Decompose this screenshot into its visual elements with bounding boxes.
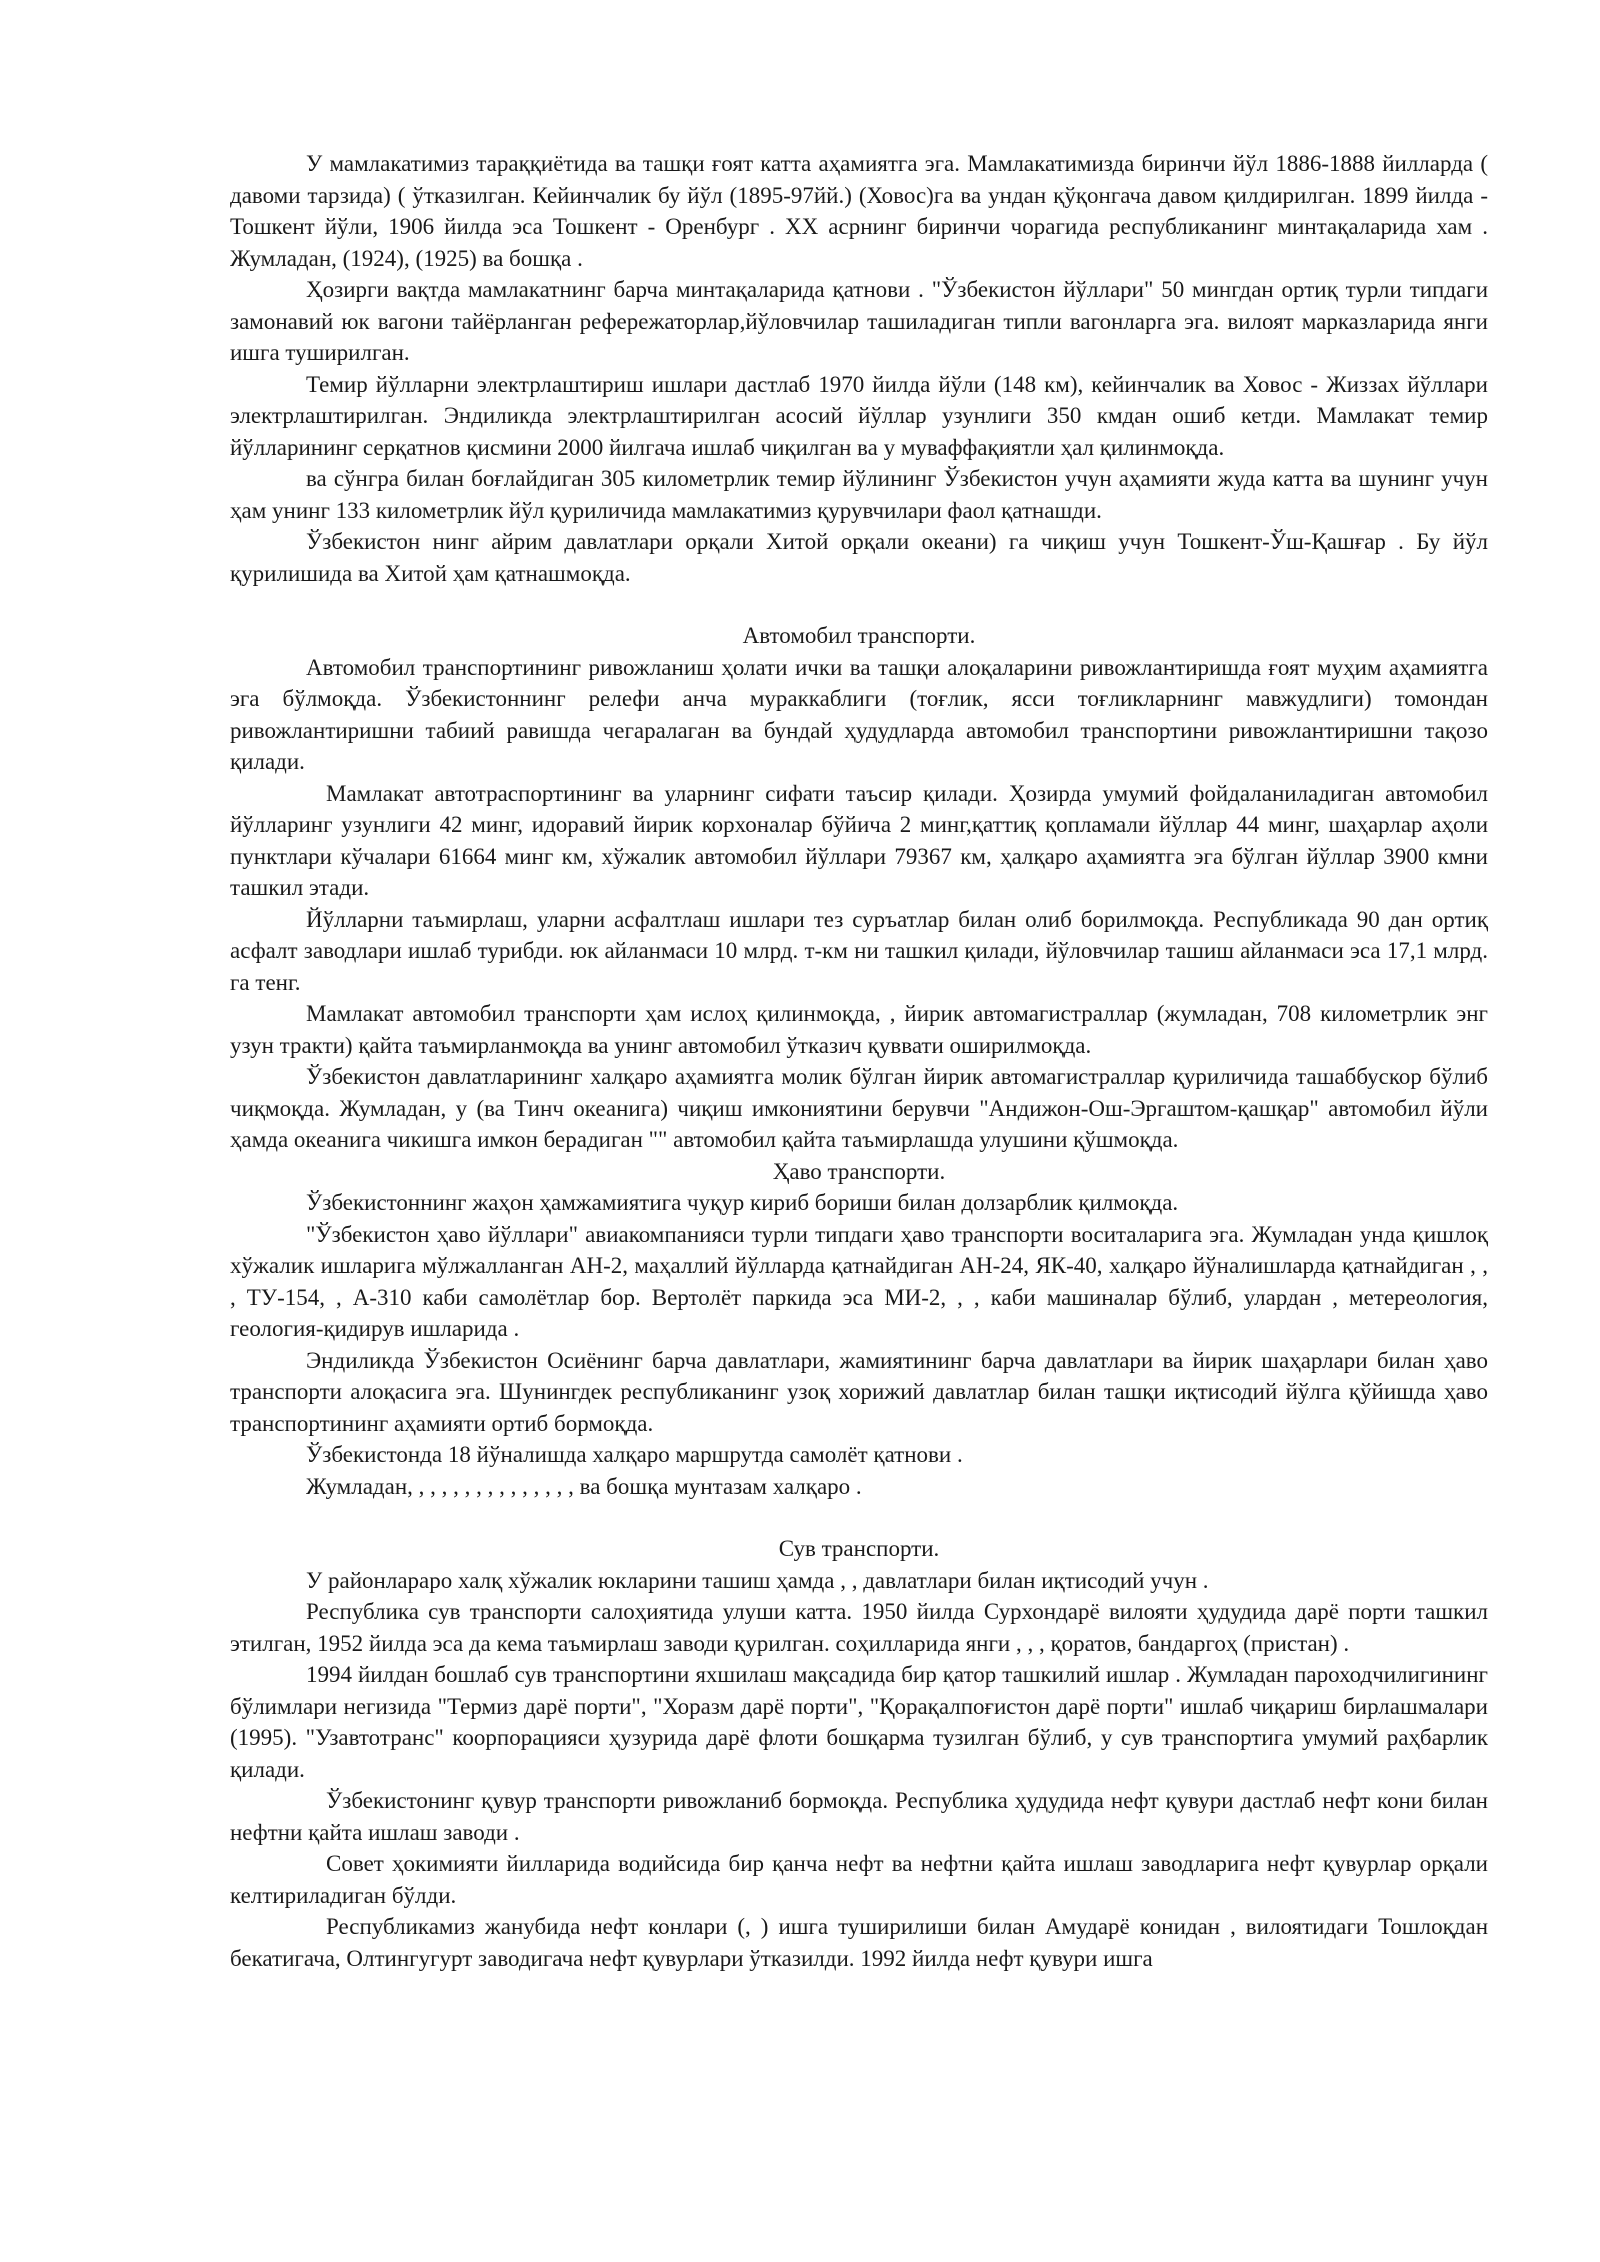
section-air <box>230 1156 1488 1503</box>
paragraph: Автомобил транспортининг ривожланиш ҳолати ички ва ташқи алоқаларини ривожлантиришда ғоят муҳим аҳамиятга эга бўлмоқда. Ўзбекистоннинг релефи анча мураккаблиги (тоғлик, ясси тоғликларнинг мавжудлиги) томондан ривожлантиришни табиий равишда чегаралаган ва бундай ҳудудларда автомобил транспортини ривожлантиришни тақозо қилади. <box>230 654 1488 774</box>
paragraph: У мамлакатимиз тараққиётида ва ташқи ғоят катта аҳамиятга эга. Мамлакатимизда биринчи йўл 1886-1888 йилларда ( давоми тарзида) ( ўтказилган. Кейинчалик бу йўл (1895-97йй.) (Ховос)га ва ундан қўқонгача давом қилдирилган. 1899 йилда - Тошкент йўли, 1906 йилда эса Тошкент - Оренбург . XX асрнинг биринчи чорагида республиканинг минтақаларида хам . Жумладан, (1924), (1925) ва бошқа . <box>230 151 1488 271</box>
paragraph: 1994 йилдан бошлаб сув транспортини яхшилаш мақсадида бир қатор ташкилий ишлар . Жумладан пароходчилигининг бўлимлари негизида "Термиз дарё порти", "Хоразм дарё порти", "Қорақалпоғистон дарё порти" ишлаб чиқариш бирлашмалари (1995). "Узавтотранс" коорпорацияси ҳузурида дарё флоти бошқарма тузилган бўлиб, у сув транспортига умумий раҳбарлик қилади. <box>230 1662 1488 1782</box>
paragraph: Йўлларни таъмирлаш, уларни асфалтлаш ишлари тез суръатлар билан олиб борилмоқда. Республикада 90 дан ортиқ асфалт заводлари ишлаб турибди. юк айланмаси 10 млрд. т-км ни ташкил қилади, йўловчилар ташиш айланмаси эса 17,1 млрд. га тенг. <box>230 906 1488 995</box>
paragraph: Мамлакат автомобил транспорти ҳам ислоҳ қилинмоқда, , йирик автомагистраллар (жумладан, 708 километрлик энг узун тракти) қайта таъмирланмоқда ва унинг автомобил ўтказич қуввати оширилмоқда. <box>230 1001 1488 1058</box>
paragraph: Ўзбекистонинг қувур транспорти ривожланиб бормоқда. Республика ҳудудида нефт қувури дастлаб нефт кони билан нефтни қайта ишлаш заводи . <box>230 1788 1488 1845</box>
section-water <box>230 1533 1488 1974</box>
section-rail <box>230 148 1488 589</box>
section-heading: Ҳаво транспорти. <box>772 1158 946 1184</box>
paragraph: Совет ҳокимияти йилларида водийсида бир қанча нефт ва нефтни қайта ишлаш заводларига нефт қувурлар орқали келтириладиган бўлди. <box>230 1851 1488 1908</box>
paragraph: Ҳозирги вақтда мамлакатнинг барча минтақаларида қатнови . "Ўзбекистон йўллари" 50 мингдан ортиқ турли типдаги замонавий юк вагони тайёрланган рефережаторлар,йўловчилар ташиладиган типли вагонларга эга. вилоят марказларида янги ишга туширилган. <box>230 277 1488 365</box>
paragraph: Ўзбекистоннинг жаҳон ҳамжамиятига чуқур кириб бориши билан долзарблик қилмоқда. <box>306 1190 1179 1215</box>
paragraph: Эндиликда Ўзбекистон Осиёнинг барча давлатлари, жамиятининг барча давлатлари ва йирик шаҳарлари билан ҳаво транспорти алоқасига эга. Шунингдек республиканинг узоқ хорижий давлатлар билан ташқи иқтисодий йўлга қўйишда ҳаво транспортининг аҳамияти ортиб бормоқда. <box>230 1347 1488 1436</box>
paragraph: Ўзбекистонда 18 йўналишда халқаро маршрутда самолёт қатнови . <box>306 1442 963 1467</box>
paragraph: У районлараро халқ хўжалик юкларини ташиш ҳамда , , давлатлари билан иқтисодий учун . <box>306 1567 1209 1593</box>
paragraph: Мамлакат автотраспортининг ва уларнинг сифати таъсир қилади. Ҳозирда умумий фойдаланиладиган автомобил йўлларинг узунлиги 42 минг, идоравий йирик корхоналар бўйича 2 минг,қаттиқ қопламали йўллар 44 минг, шаҳарлар аҳоли пунктлари кўчалари 61664 минг км, хўжалик автомобил йўллари 79367 км, ҳалқаро аҳамиятга эга бўлган йўллар 3900 кмни ташкил этади. <box>230 780 1488 900</box>
paragraph: Ўзбекистон нинг айрим давлатлари орқали Хитой орқали океани) га чиқиш учун Тошкент-Ўш-Қашғар . Бу йўл қурилишида ва Хитой ҳам қатнашмоқда. <box>230 529 1488 586</box>
document-page <box>230 148 1488 1974</box>
paragraph: Темир йўлларни электрлаштириш ишлари дастлаб 1970 йилда йўли (148 км), кейинчалик ва Ховос - Жиззах йўллари электрлаштирилган. Эндиликда электрлаштирилган асосий йўллар узунлиги 350 кмдан ошиб кетди. Мамлакат темир йўлларининг серқатнов қисмини 2000 йилгача ишлаб чиқилган ва у муваффақиятли ҳал қилинмоқда. <box>230 371 1488 460</box>
paragraph: Жумладан, , , , , , , , , , , , , , , ва бошқа мунтазам халқаро . <box>306 1473 862 1499</box>
paragraph: ва сўнгра билан боғлайдиган 305 километрлик темир йўлининг Ўзбекистон учун аҳамияти жуда катта ва шунинг учун ҳам унинг 133 километрлик йўл қуриличида мамлакатимиз қурувчилари фаол қатнашди. <box>230 466 1488 523</box>
paragraph: Республика сув транспорти салоҳиятида улуши катта. 1950 йилда Сурхондарё вилояти ҳудудида дарё порти ташкил этилган, 1952 йилда эса да кема таъмирлаш заводи қурилган. соҳилларида янги , , , қоратов, бандаргоҳ (пристан) . <box>230 1599 1488 1656</box>
section-auto <box>230 620 1488 1156</box>
spacer <box>230 589 1488 620</box>
section-heading: Сув транспорти. <box>778 1536 940 1561</box>
paragraph: Ўзбекистон давлатларининг халқаро аҳамиятга молик бўлган йирик автомагистраллар қуриличида ташаббускор бўлиб чиқмоқда. Жумладан, у (ва Тинч океанига) чиқиш имкониятини берувчи "Андижон-Ош-Эргаштом-қашқар" автомобил йўли ҳамда океанига чикишга имкон берадиган "" автомобил қайта таъмирлашда улушини қўшмоқда. <box>230 1064 1488 1152</box>
paragraph: "Ўзбекистон ҳаво йўллари" авиакомпанияси турли типдаги ҳаво транспорти воситаларига эга. Жумладан унда қишлоқ хўжалик ишларига мўлжалланган АН-2, маҳаллий йўлларда қатнайдиган АН-24, ЯК-40, халқаро йўналишларда қатнайдиган , , , ТУ-154, , А-310 каби самолётлар бор. Вертолёт паркида эса МИ-2, , , каби машиналар бўлиб, улардан , метереология, геология-қидирув ишларида . <box>230 1221 1488 1341</box>
spacer <box>230 1502 1488 1533</box>
paragraph: Республикамиз жанубида нефт конлари (, ) ишга туширилиши билан Амударё конидан , вилоятидаги Тошлоқдан бекатигача, Олтингугурт заводигача нефт қувурлари ўтказилди. 1992 йилда нефт қувури ишга <box>230 1914 1488 1971</box>
section-heading: Автомобил транспорти. <box>742 623 976 648</box>
